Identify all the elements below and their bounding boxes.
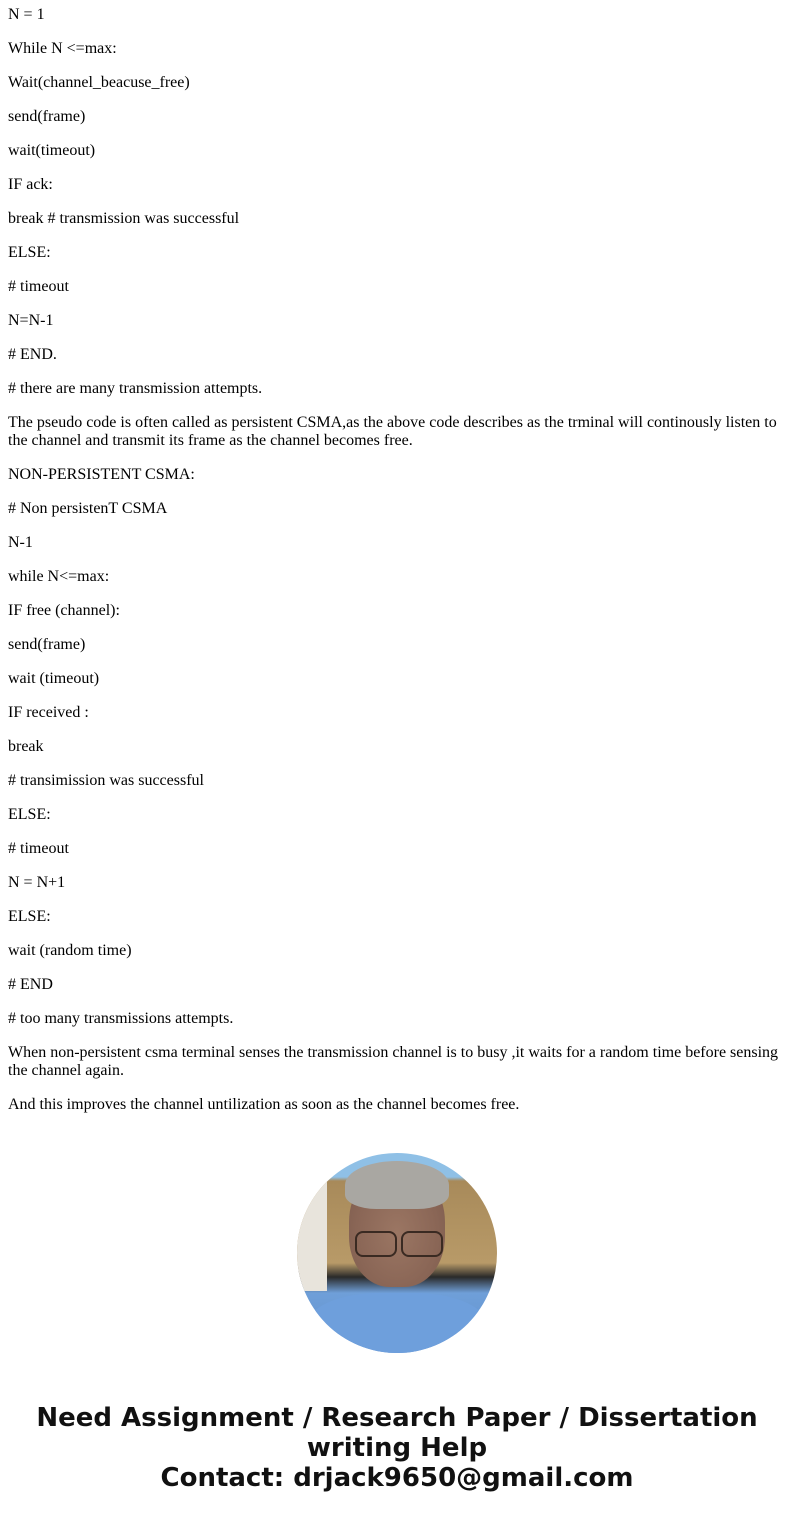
code-line: wait (random time) — [8, 942, 132, 959]
code-line: # too many transmissions attempts. — [8, 1010, 234, 1027]
code-line: while N<=max: — [8, 568, 110, 585]
code-line: wait (timeout) — [8, 670, 100, 687]
document-body — [8, 0, 786, 1130]
promo-contact: Contact: drjack9650@gmail.com — [160, 1463, 634, 1493]
code-line: # timeout — [8, 278, 69, 295]
code-line: # Non persistenT CSMA — [8, 500, 168, 517]
code-line: N-1 — [8, 534, 33, 551]
code-line: wait(timeout) — [8, 142, 96, 159]
code-line: # END — [8, 976, 53, 993]
code-line: # END. — [8, 346, 57, 363]
explanation-paragraph: When non-persistent csma terminal senses the transmission channel is to busy ,it waits for a random time before sensing the channel again. — [8, 1044, 779, 1079]
code-line: send(frame) — [8, 636, 86, 653]
code-line: IF free (channel): — [8, 602, 120, 619]
code-line: N = 1 — [8, 6, 45, 23]
code-line: break # transmission was successful — [8, 210, 240, 227]
explanation-paragraph: The pseudo code is often called as persistent CSMA,as the above code describes as the trminal will continously listen to the channel and transmit its frame as the channel becomes free. — [8, 414, 777, 449]
glasses-right-icon — [401, 1231, 443, 1257]
shirt-shape — [307, 1293, 487, 1353]
code-line: break — [8, 738, 44, 755]
code-line: Wait(channel_beacuse_free) — [8, 74, 190, 91]
section-heading: NON-PERSISTENT CSMA: — [8, 466, 195, 483]
promo-banner — [0, 1403, 794, 1493]
code-line: While N <=max: — [8, 40, 117, 57]
code-line: # transimission was successful — [8, 772, 204, 789]
code-line: N=N-1 — [8, 312, 54, 329]
explanation-paragraph: And this improves the channel untilization as soon as the channel becomes free. — [8, 1096, 520, 1113]
code-line: N = N+1 — [8, 874, 66, 891]
code-line: # timeout — [8, 840, 69, 857]
code-line: send(frame) — [8, 108, 86, 125]
code-line: ELSE: — [8, 806, 51, 823]
avatar — [297, 1153, 497, 1353]
background-wall — [297, 1181, 327, 1291]
promo-line-1: Need Assignment / Research Paper / Dissertation — [36, 1403, 758, 1433]
code-line: ELSE: — [8, 908, 51, 925]
code-line: IF received : — [8, 704, 89, 721]
code-line: IF ack: — [8, 176, 53, 193]
code-line: ELSE: — [8, 244, 51, 261]
glasses-left-icon — [355, 1231, 397, 1257]
code-line: # there are many transmission attempts. — [8, 380, 263, 397]
promo-line-2: writing Help — [306, 1433, 488, 1463]
hair-shape — [345, 1161, 449, 1209]
